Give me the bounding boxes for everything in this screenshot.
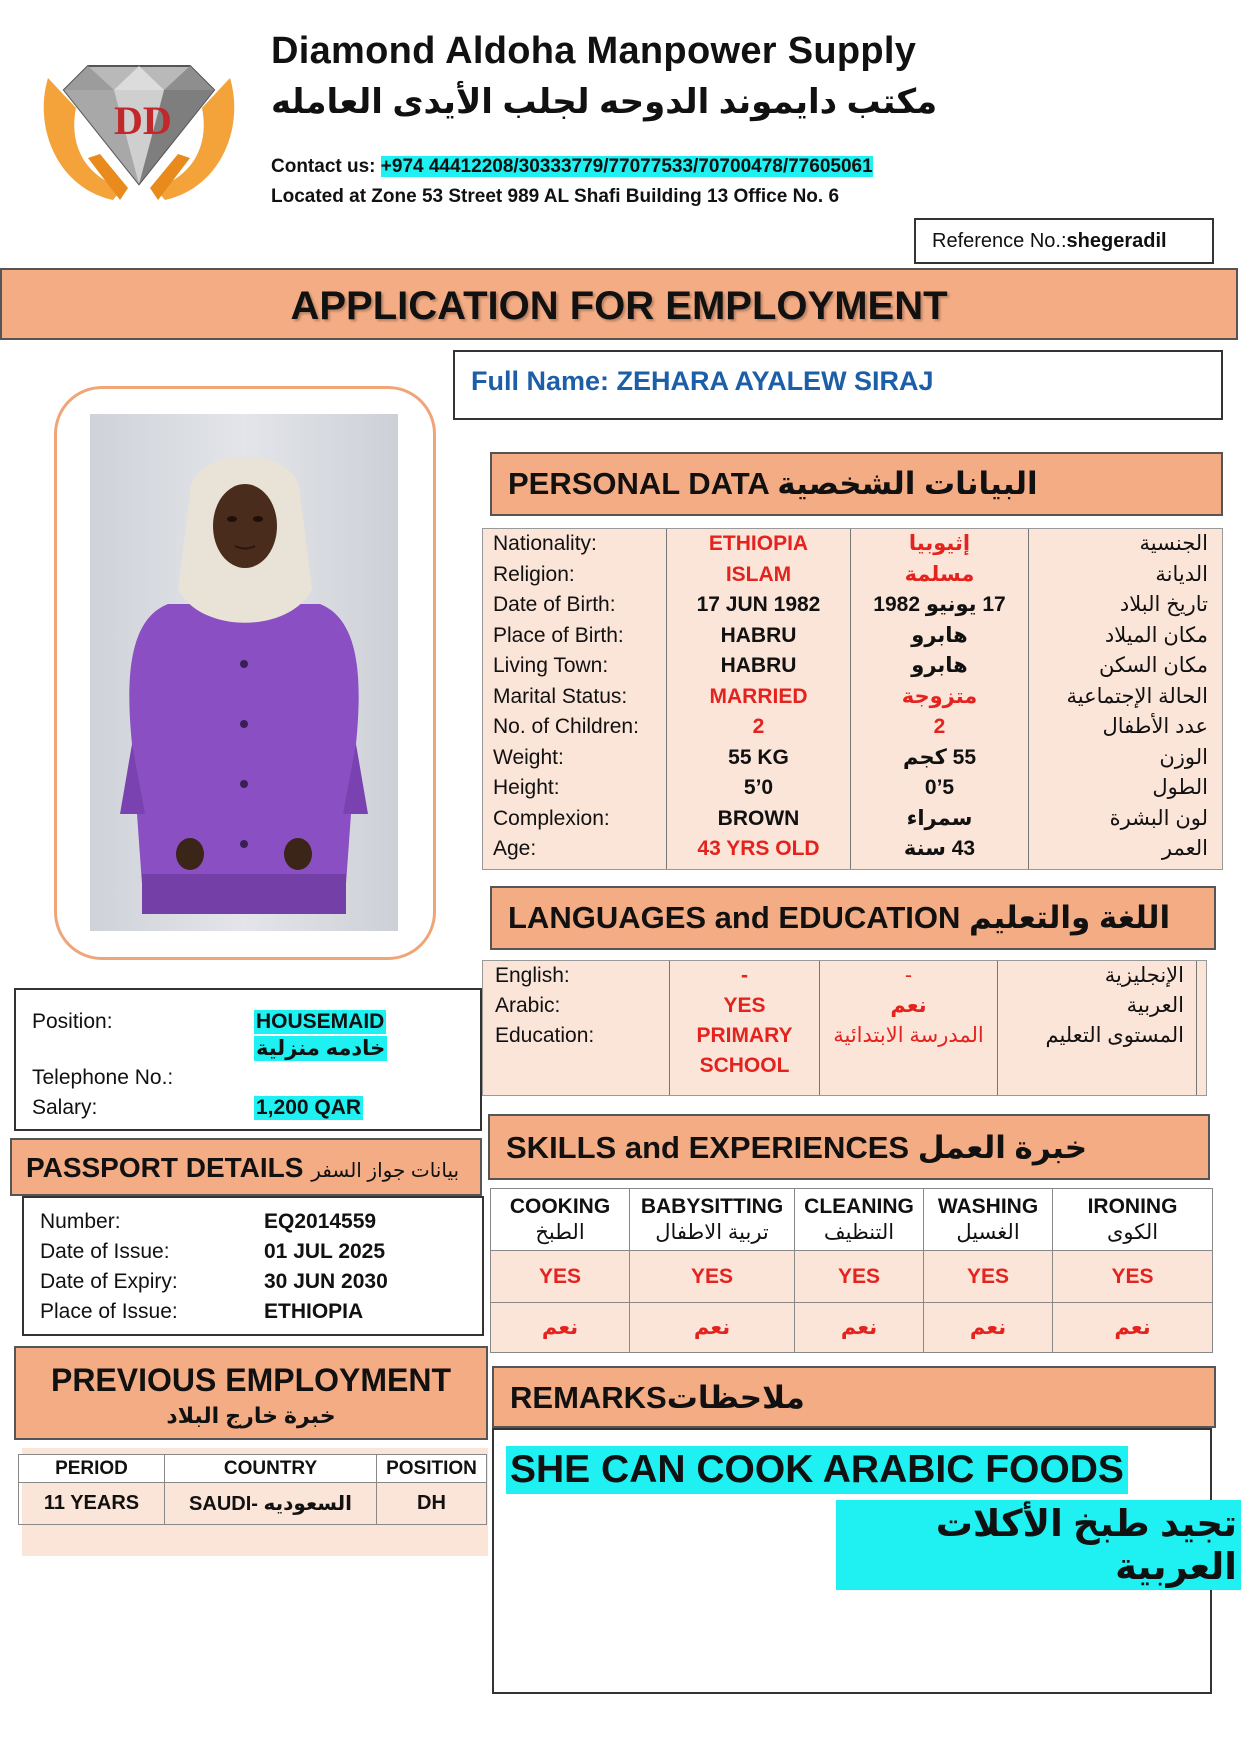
languages-header-ar: اللغة والتعليم: [969, 900, 1171, 935]
languages-values-en-column: [669, 961, 819, 1095]
label-height-ar: الطول: [1152, 776, 1208, 799]
label-age: Age:: [493, 837, 537, 860]
skill-ironing-yes-ar: نعم: [1053, 1303, 1213, 1353]
issue-date-label: Date of Issue:: [40, 1240, 170, 1263]
remarks-header-en: REMARKS: [510, 1380, 667, 1415]
prev-position: DH: [377, 1483, 487, 1525]
col-period: PERIOD: [19, 1455, 165, 1483]
skills-table: [490, 1188, 1213, 1353]
skill-cleaning-en: CLEANING: [804, 1194, 914, 1218]
position-value-ar: خادمه منزلية: [256, 1037, 386, 1060]
label-living-town: Living Town:: [493, 654, 609, 677]
skill-washing-yes: YES: [924, 1251, 1053, 1303]
applicant-photo: [90, 414, 398, 931]
expiry-date-label: Date of Expiry:: [40, 1270, 178, 1293]
label-english: English:: [495, 964, 570, 987]
languages-labels-column: [483, 961, 669, 1095]
issue-place: ETHIOPIA: [264, 1300, 364, 1323]
label-arabic: Arabic:: [495, 994, 561, 1017]
value-arabic-ar: نعم: [890, 994, 927, 1017]
telephone-label: Telephone No.:: [32, 1066, 174, 1089]
remark-text-ar: تجيد طبخ الأكلات العربية: [836, 1500, 1241, 1590]
label-weight-ar: الوزن: [1159, 745, 1208, 769]
company-name-en: Diamond Aldoha Manpower Supply: [271, 30, 917, 72]
previous-employment-title: PREVIOUS EMPLOYMENT: [50, 1362, 452, 1398]
skill-babysitting-yes-ar: نعم: [630, 1303, 795, 1353]
label-religion: Religion:: [493, 562, 575, 586]
value-weight-ar: 55 كجم: [902, 745, 976, 769]
skill-ironing-yes: YES: [1053, 1251, 1213, 1303]
value-religion-ar: مسلمة: [904, 562, 975, 586]
skill-cleaning-yes-ar: نعم: [795, 1303, 924, 1353]
skill-babysitting-ar: تربية الاطفال: [655, 1220, 769, 1244]
col-position: POSITION: [377, 1455, 487, 1483]
personal-header-en: PERSONAL DATA: [508, 466, 769, 501]
label-date-of-birth: Date of Birth:: [493, 593, 616, 616]
label-marital-status: Marital Status:: [493, 684, 628, 708]
languages-labels-ar-column: [997, 961, 1197, 1095]
remarks-header-ar: ملاحظات: [666, 1380, 805, 1415]
skill-babysitting: [630, 1189, 795, 1251]
label-weight: Weight:: [493, 745, 564, 769]
value-english: -: [741, 964, 748, 987]
reference-box: [914, 218, 1214, 264]
position-label: Position:: [32, 1010, 113, 1033]
passport-header-en: PASSPORT DETAILS: [26, 1152, 304, 1183]
label-education: Education:: [495, 1024, 595, 1047]
value-education-2: SCHOOL: [699, 1054, 790, 1077]
value-living-town-ar: هابرو: [911, 654, 968, 677]
previous-employment-table: [18, 1454, 487, 1525]
label-children: No. of Children:: [493, 715, 639, 738]
languages-header-en: LANGUAGES and EDUCATION: [508, 900, 961, 935]
value-nationality-ar: إثيوبيا: [908, 532, 971, 555]
languages-values-ar-column: [819, 961, 997, 1095]
remarks-header: [492, 1366, 1216, 1428]
label-english-ar: الإنجليزية: [1104, 964, 1184, 987]
skill-washing-ar: الغسيل: [956, 1220, 1020, 1244]
label-living-town-ar: مكان السكن: [1098, 654, 1208, 677]
skill-cooking-ar: الطبخ: [535, 1220, 585, 1244]
languages-table: [482, 960, 1207, 1096]
label-place-of-birth: Place of Birth:: [493, 623, 624, 647]
issue-place-label: Place of Issue:: [40, 1300, 178, 1323]
value-date-of-birth-ar: 17 يونيو 1982: [873, 593, 1006, 616]
passport-number: EQ2014559: [264, 1210, 377, 1233]
skills-header-en: SKILLS and EXPERIENCES: [506, 1130, 910, 1165]
value-marital-status: MARRIED: [709, 684, 808, 708]
remark-text-en: SHE CAN COOK ARABIC FOODS: [506, 1446, 1128, 1494]
skill-cleaning-ar: التنظيف: [823, 1220, 895, 1244]
languages-header: [490, 886, 1216, 950]
value-age-ar: 43 سنة: [903, 837, 976, 860]
personal-header-ar: البيانات الشخصية: [777, 466, 1038, 501]
personal-data-header: [490, 452, 1223, 516]
skill-washing: [924, 1189, 1053, 1251]
company-name-ar: مكتب دايموند الدوحه لجلب الأيدى العامله: [271, 83, 938, 121]
contact-line: [271, 156, 873, 178]
label-nationality: Nationality:: [493, 532, 597, 555]
value-living-town: HABRU: [720, 654, 797, 677]
personal-data-table: [482, 528, 1223, 870]
skill-cleaning: [795, 1189, 924, 1251]
contact-label: Contact us:: [271, 156, 381, 177]
label-height: Height:: [493, 776, 560, 799]
prev-country: SAUDI- السعوديه: [165, 1483, 377, 1525]
position-value: HOUSEMAID: [256, 1010, 385, 1033]
skill-cleaning-yes: YES: [795, 1251, 924, 1303]
skill-ironing-ar: الكوى: [1106, 1220, 1159, 1244]
skill-cooking-yes-ar: نعم: [491, 1303, 630, 1353]
skill-cooking-yes: YES: [491, 1251, 630, 1303]
logo-initials: DD: [114, 98, 172, 143]
full-name: Full Name: ZEHARA AYALEW SIRAJ: [453, 350, 1223, 420]
value-education-1: PRIMARY: [696, 1024, 793, 1047]
expiry-date: 30 JUN 2030: [264, 1270, 388, 1293]
personal-labels-column: [483, 529, 666, 869]
skill-washing-en: WASHING: [937, 1194, 1039, 1218]
personal-labels-ar-column: [1029, 529, 1224, 869]
label-nationality-ar: الجنسية: [1139, 532, 1208, 555]
col-country: COUNTRY: [165, 1455, 377, 1483]
personal-values-en-column: [666, 529, 851, 869]
previous-employment-header: [14, 1346, 488, 1440]
label-education-ar: المستوى التعليم: [1045, 1024, 1184, 1047]
passport-header: [10, 1138, 482, 1196]
label-place-of-birth-ar: مكان الميلاد: [1104, 623, 1208, 647]
skill-ironing: [1053, 1189, 1213, 1251]
prev-period: 11 YEARS: [19, 1483, 165, 1525]
passport-box: [22, 1196, 484, 1336]
value-complexion-ar: سمراء: [906, 806, 973, 830]
value-date-of-birth: 17 JUN 1982: [696, 593, 821, 616]
value-place-of-birth: HABRU: [720, 623, 797, 647]
value-complexion: BROWN: [717, 806, 800, 830]
skills-header-ar: خبرة العمل: [917, 1130, 1088, 1165]
label-complexion-ar: لون البشرة: [1109, 806, 1208, 830]
reference-value: shegeradil: [1066, 230, 1167, 252]
skill-cooking-en: COOKING: [509, 1194, 611, 1218]
issue-date: 01 JUL 2025: [264, 1240, 386, 1263]
skills-header: [488, 1114, 1210, 1180]
label-date-of-birth-ar: تاريخ البلاد: [1119, 593, 1208, 616]
contact-numbers: +974 44412208/30333779/77077533/70700478/77605061: [380, 156, 873, 177]
value-religion: ISLAM: [725, 562, 792, 586]
personal-values-ar-column: [851, 529, 1029, 869]
value-height: 5’0: [743, 776, 774, 799]
value-weight: 55 KG: [728, 745, 789, 769]
label-religion-ar: الديانة: [1155, 562, 1208, 586]
label-complexion: Complexion:: [493, 806, 610, 830]
skill-cooking: [491, 1189, 630, 1251]
skill-babysitting-yes: YES: [630, 1251, 795, 1303]
value-age: 43 YRS OLD: [697, 837, 820, 860]
label-age-ar: العمر: [1161, 837, 1208, 860]
reference-label: Reference No.:: [932, 230, 1067, 252]
passport-number-label: Number:: [40, 1210, 121, 1233]
value-marital-status-ar: متزوجة: [901, 684, 978, 708]
value-education-ar: المدرسة الابتدائية: [833, 1024, 984, 1047]
value-arabic: YES: [723, 994, 766, 1017]
salary-label: Salary:: [32, 1096, 98, 1119]
value-nationality: ETHIOPIA: [708, 532, 809, 555]
value-children-ar: 2: [933, 715, 946, 738]
salary-value: 1,200 QAR: [256, 1096, 362, 1119]
label-children-ar: عدد الأطفال: [1102, 715, 1208, 738]
company-logo: [28, 38, 250, 216]
skill-washing-yes-ar: نعم: [924, 1303, 1053, 1353]
value-height-ar: 5’0: [924, 776, 955, 799]
previous-employment-subtitle: خبرة خارج البلاد: [166, 1403, 336, 1428]
office-address: Located at Zone 53 Street 989 AL Shafi Building 13 Office No. 6: [271, 186, 840, 207]
skill-babysitting-en: BABYSITTING: [640, 1194, 784, 1218]
value-children: 2: [752, 715, 765, 738]
label-arabic-ar: العربية: [1126, 994, 1184, 1017]
label-marital-status-ar: الحالة الإجتماعية: [1066, 684, 1208, 708]
passport-header-ar: بيانات جواز السفر: [311, 1160, 460, 1182]
value-english-ar: -: [905, 964, 912, 987]
skill-ironing-en: IRONING: [1087, 1194, 1178, 1218]
value-place-of-birth-ar: هابرو: [911, 623, 968, 647]
application-title: APPLICATION FOR EMPLOYMENT: [0, 268, 1238, 340]
position-box: [14, 988, 482, 1131]
